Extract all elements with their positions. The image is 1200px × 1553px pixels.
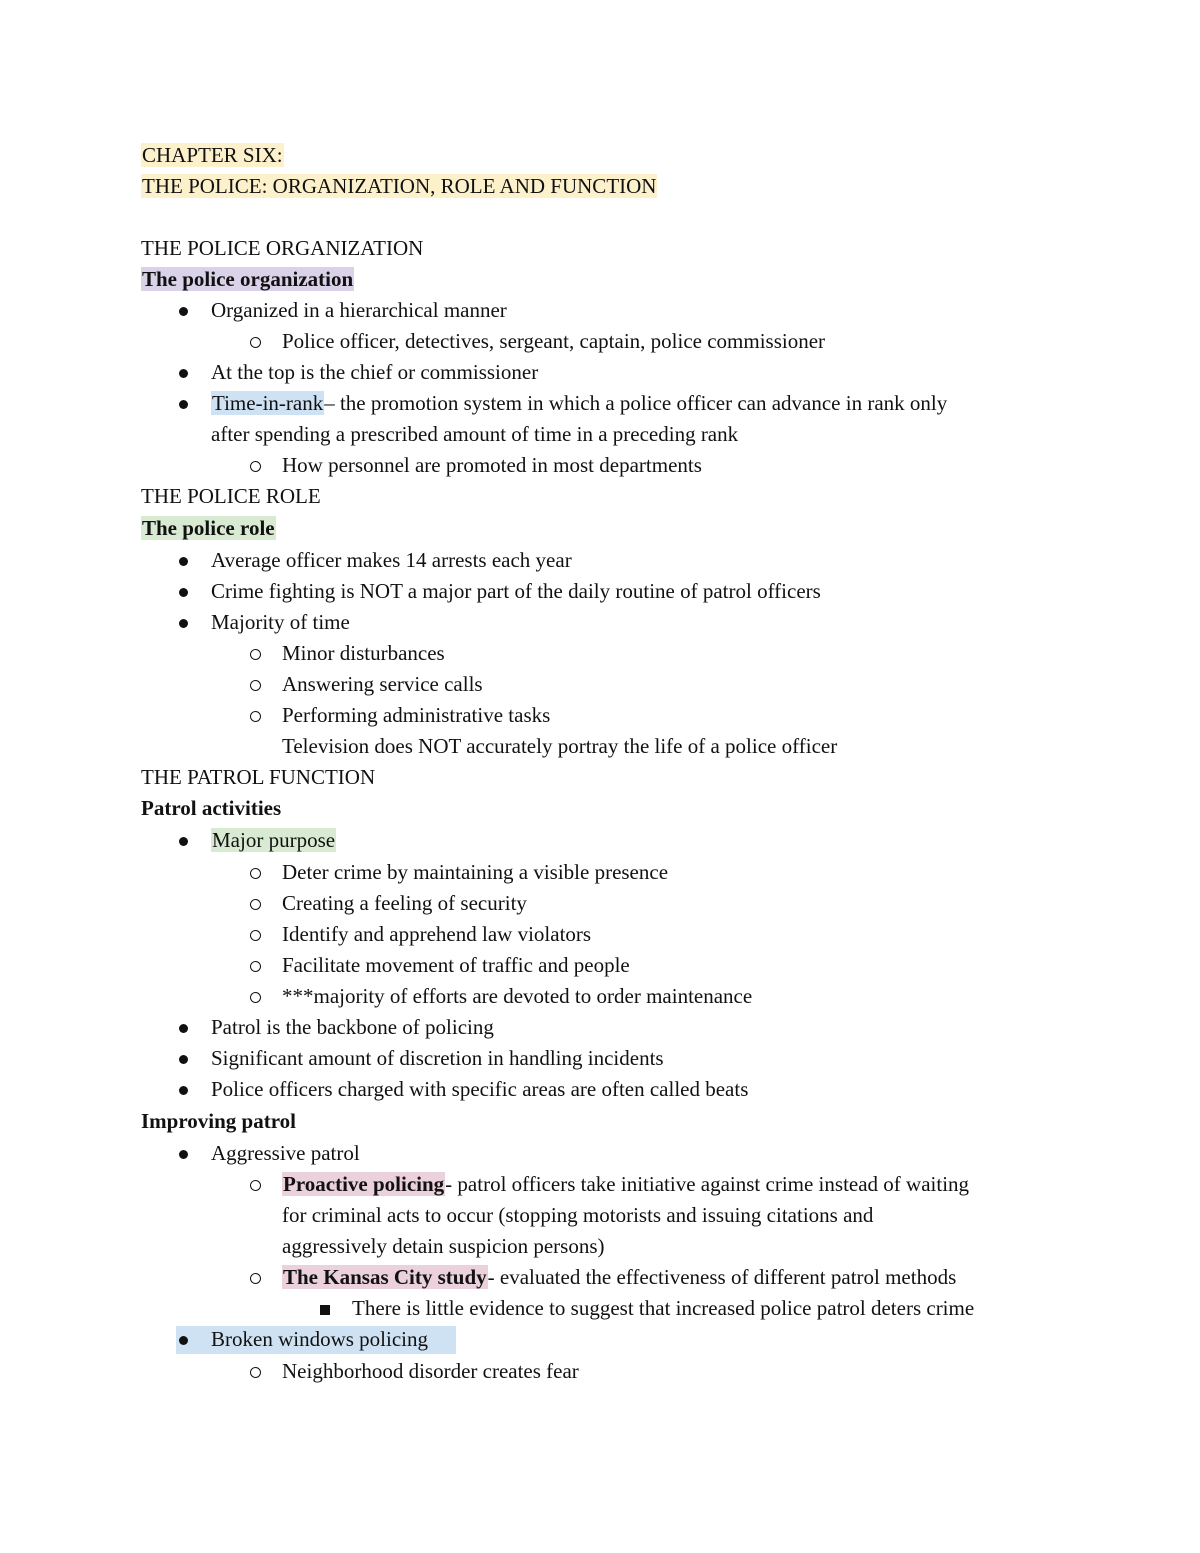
circle-bullet-icon	[250, 868, 261, 879]
circle-bullet-icon	[250, 1273, 261, 1284]
list-item-continuation: after spending a prescribed amount of time in a preceding rank	[211, 422, 739, 446]
bullet-icon	[179, 1086, 188, 1095]
list-item: Performing administrative tasks	[282, 703, 551, 727]
list-item: How personnel are promoted in most departments	[282, 453, 702, 477]
bullet-icon	[179, 1336, 188, 1345]
section-heading-organization: THE POLICE ORGANIZATION	[141, 236, 424, 260]
list-item-continuation: aggressively detain suspicion persons)	[282, 1234, 605, 1258]
list-item: Creating a feeling of security	[282, 891, 527, 915]
list-item: Patrol is the backbone of policing	[211, 1015, 494, 1039]
list-item: At the top is the chief or commissioner	[211, 360, 539, 384]
circle-bullet-icon	[250, 961, 261, 972]
list-item: Aggressive patrol	[211, 1141, 360, 1165]
term-proactive-policing: Proactive policing	[283, 1172, 445, 1196]
list-item: Broken windows policing	[211, 1327, 428, 1351]
list-item: Significant amount of discretion in handling incidents	[211, 1046, 664, 1070]
document-title	[141, 171, 657, 202]
definition-text: - evaluated the effectiveness of different patrol methods	[487, 1265, 957, 1289]
list-item: Minor disturbances	[282, 641, 445, 665]
list-item: Majority of time	[211, 610, 350, 634]
list-item: Facilitate movement of traffic and people	[282, 953, 630, 977]
section-heading-role: THE POLICE ROLE	[141, 484, 321, 508]
bullet-icon	[179, 400, 188, 409]
bullet-icon	[179, 369, 188, 378]
circle-bullet-icon	[250, 337, 261, 348]
bullet-icon	[179, 1024, 188, 1033]
square-bullet-icon	[320, 1305, 330, 1315]
circle-bullet-icon	[250, 461, 261, 472]
subheading-police-role	[141, 513, 276, 544]
list-item: Identify and apprehend law violators	[282, 922, 592, 946]
circle-bullet-icon	[250, 649, 261, 660]
list-item: Deter crime by maintaining a visible presence	[282, 860, 669, 884]
circle-bullet-icon	[250, 899, 261, 910]
document-title-text: THE POLICE: ORGANIZATION, ROLE AND FUNCTION	[142, 174, 657, 198]
major-purpose-text: Major purpose	[212, 828, 336, 852]
bullet-icon	[179, 307, 188, 316]
bullet-icon	[179, 557, 188, 566]
list-item: Average officer makes 14 arrests each year	[211, 548, 572, 572]
list-item: ***majority of efforts are devoted to order maintenance	[282, 984, 753, 1008]
bullet-icon	[179, 588, 188, 597]
section-heading-patrol: THE PATROL FUNCTION	[141, 765, 376, 789]
circle-bullet-icon	[250, 1180, 261, 1191]
list-item: There is little evidence to suggest that increased police patrol deters crime	[352, 1296, 975, 1320]
circle-bullet-icon	[250, 680, 261, 691]
list-item	[282, 1262, 956, 1293]
subheading-patrol-activities: Patrol activities	[141, 796, 282, 820]
list-item	[211, 825, 336, 856]
definition-text: - patrol officers take initiative against crime instead of waiting	[445, 1172, 970, 1196]
list-item: Police officers charged with specific areas are often called beats	[211, 1077, 749, 1101]
bullet-icon	[179, 619, 188, 628]
bullet-icon	[179, 837, 188, 846]
subheading-police-role-text: The police role	[142, 516, 275, 540]
list-item: Answering service calls	[282, 672, 483, 696]
chapter-label	[141, 140, 284, 171]
list-item: Police officer, detectives, sergeant, captain, police commissioner	[282, 329, 826, 353]
subheading-police-organization	[141, 264, 354, 295]
circle-bullet-icon	[250, 711, 261, 722]
list-item-continuation: for criminal acts to occur (stopping motorists and issuing citations and	[282, 1203, 874, 1227]
list-item	[211, 388, 947, 419]
note-text: Television does NOT accurately portray the life of a police officer	[282, 734, 838, 758]
list-item	[282, 1169, 969, 1200]
list-item: Organized in a hierarchical manner	[211, 298, 507, 322]
subheading-police-organization-text: The police organization	[142, 267, 354, 291]
definition-text: – the promotion system in which a police officer can advance in rank only	[324, 391, 948, 415]
bullet-icon	[179, 1150, 188, 1159]
list-item: Crime fighting is NOT a major part of the daily routine of patrol officers	[211, 579, 821, 603]
term-kansas-city-study: The Kansas City study	[283, 1265, 487, 1289]
list-item: Neighborhood disorder creates fear	[282, 1359, 579, 1383]
bullet-icon	[179, 1055, 188, 1064]
term-time-in-rank: Time-in-rank	[212, 391, 324, 415]
subheading-improving-patrol: Improving patrol	[141, 1109, 296, 1133]
circle-bullet-icon	[250, 930, 261, 941]
circle-bullet-icon	[250, 992, 261, 1003]
circle-bullet-icon	[250, 1367, 261, 1378]
chapter-label-text: CHAPTER SIX:	[142, 143, 283, 167]
